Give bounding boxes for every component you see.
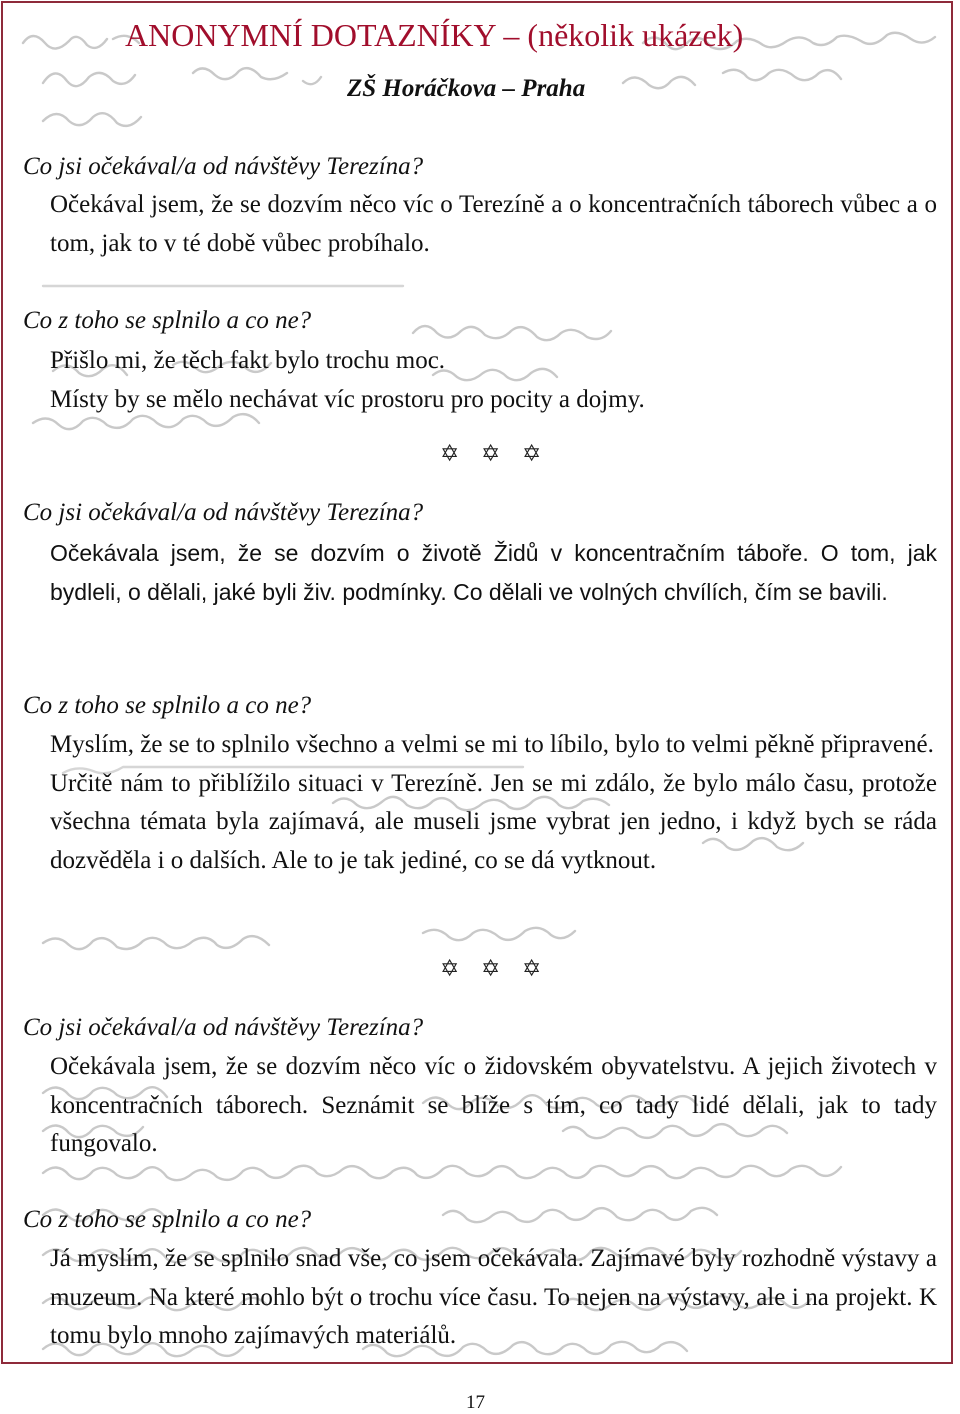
page-number: 17 bbox=[466, 1392, 485, 1413]
answer-block bbox=[50, 1240, 937, 1356]
answer-block bbox=[50, 534, 937, 611]
answer-text: Očekával jsem, že se dozvím něco víc o Terezíně a o koncentračních táborech vůbec a o tom, jak to v té době vůbec probíhalo. bbox=[50, 191, 937, 257]
answer-text: Určitě nám to přiblížilo situaci v Terezíně. Jen se mi zdálo, že bylo málo času, protože všechna témata byla zajímavá, ale museli jsme vybrat jen jedno, i když bych se ráda dozvěděla i o dalších. Ale to je tak jediné, co se dá vytknout. bbox=[50, 769, 937, 874]
answer-block bbox=[50, 1048, 937, 1164]
question-expectation: Co jsi očekával/a od návštěvy Terezína? bbox=[23, 499, 424, 526]
title-suffix: (několik ukázek) bbox=[527, 17, 744, 53]
answer-text: Já myslím, že se splnilo snad vše, co jsem očekávala. Zajímavé byly rozhodně výstavy a muzeum. Na které mohlo být o trochu více času. To nejen na výstavy, ale i na projekt. K tomu bylo mnoho zajímavých materiálů. bbox=[50, 1245, 937, 1350]
answer-text: Myslím, že se to splnilo všechno a velmi se mi to líbilo, bylo to velmi pěkně připravené. bbox=[50, 731, 934, 758]
answer-block bbox=[50, 186, 937, 263]
answer-text: Očekávala jsem, že se dozvím něco víc o židovském obyvatelstvu. A jejich životech v koncentračních táborech. Seznámit se blíže s tím, co tady lidé dělali, jak to tady fungovalo. bbox=[50, 1053, 937, 1158]
school-subtitle: ZŠ Horáčkova – Praha bbox=[347, 75, 586, 102]
question-fulfilled: Co z toho se splnilo a co ne? bbox=[23, 692, 312, 719]
answer-text: Místy by se mělo nechávat víc prostoru pro pocity a dojmy. bbox=[50, 385, 645, 413]
answer-text: Očekávala jsem, že se dozvím o životě Židů v koncentračním táboře. O tom, jak bydleli, o dělali, jaké byli živ. podmínky. Co dělali ve volných chvílích, čím se bavili. bbox=[50, 540, 937, 605]
question-expectation: Co jsi očekával/a od návštěvy Terezína? bbox=[23, 1014, 424, 1041]
question-expectation: Co jsi očekával/a od návštěvy Terezína? bbox=[23, 153, 424, 180]
answer-block bbox=[50, 342, 937, 419]
star-of-david-separator: ✡ ✡ ✡ bbox=[440, 441, 550, 466]
answer-block bbox=[50, 726, 937, 880]
page-frame bbox=[1, 1, 953, 1364]
title-main: ANONYMNÍ DOTAZNÍKY bbox=[125, 17, 496, 53]
question-fulfilled: Co z toho se splnilo a co ne? bbox=[23, 307, 312, 334]
star-of-david-separator: ✡ ✡ ✡ bbox=[440, 956, 550, 981]
page-title bbox=[125, 17, 743, 54]
answer-text: Přišlo mi, že těch fakt bylo trochu moc. bbox=[50, 347, 446, 374]
title-dash: – bbox=[503, 17, 520, 53]
question-fulfilled: Co z toho se splnilo a co ne? bbox=[23, 1206, 312, 1233]
